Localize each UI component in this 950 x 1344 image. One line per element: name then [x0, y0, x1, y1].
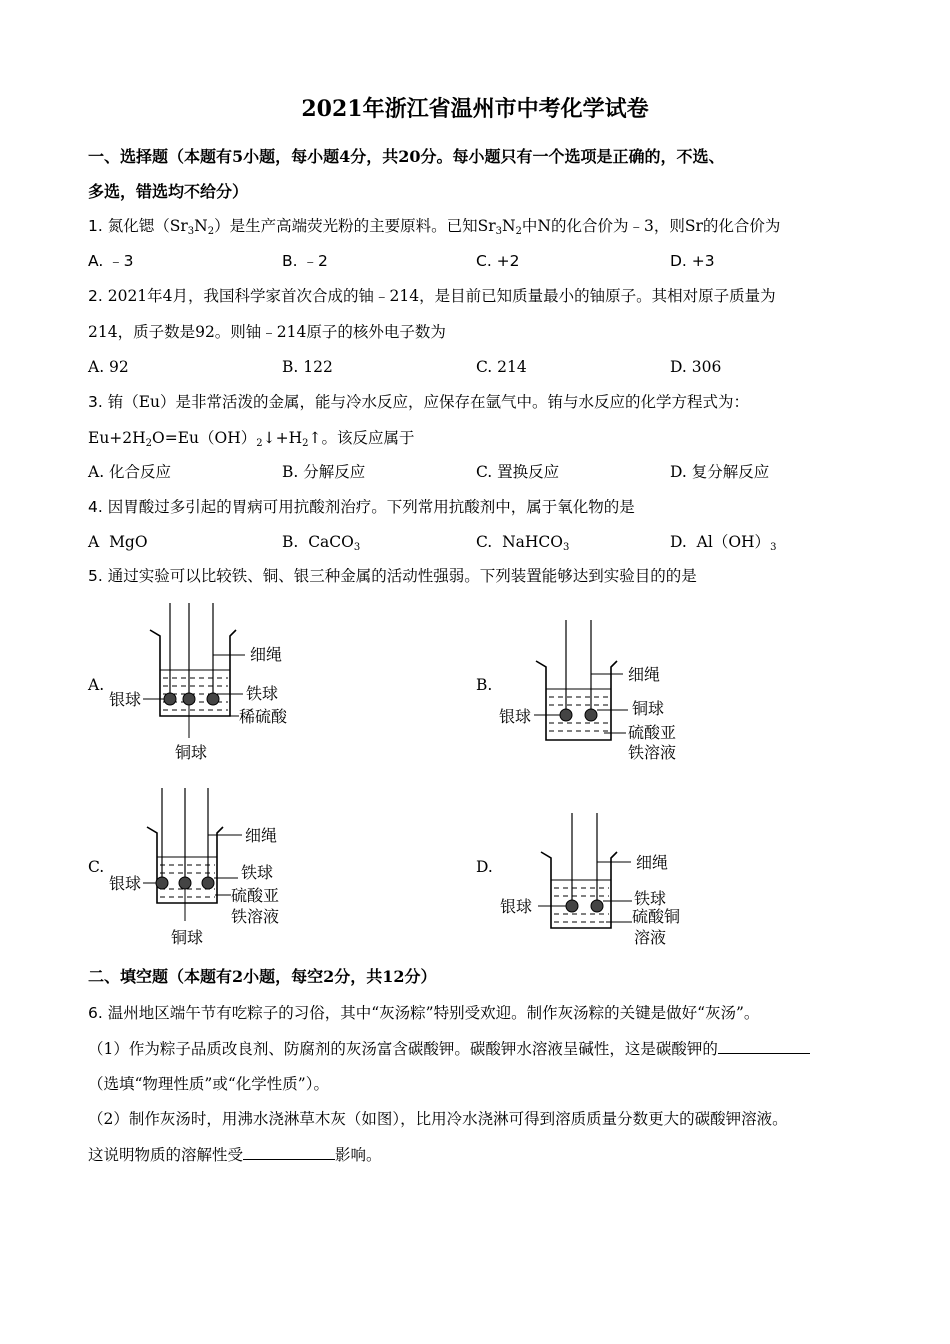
q3-option-a[interactable]: A. 化合反应 [88, 463, 172, 481]
d-iron-label: 铁球 [634, 889, 667, 908]
q5-diagram-a-label[interactable]: A. [88, 676, 105, 694]
d-rope-label: 细绳 [636, 853, 669, 872]
q5-diagram-d-label[interactable]: D. [476, 858, 493, 876]
b-rope-label: 细绳 [628, 665, 661, 684]
a-copper-label: 铜球 [175, 743, 208, 762]
q1-stem: 1. 氮化锶$(Sr_3N_2)$是生产高端荧光粉的主要原料。已知$Sr_3N_2$中N的化合价为﹣3，则Sr的化合价为 [88, 217, 781, 237]
q5-number: 5. [88, 567, 103, 585]
c-copper-label: 铜球 [171, 928, 204, 947]
beaker-b-illustration [496, 615, 696, 770]
b-liquid-label-1: 硫酸亚 [628, 723, 677, 742]
beaker-d-illustration [496, 808, 696, 953]
q1-option-a[interactable]: A. ﹣3 [88, 252, 134, 270]
q1-option-c[interactable]: C. +2 [476, 252, 520, 270]
a-rope-label: 细绳 [250, 645, 283, 664]
q4-option-c[interactable]: C. NaHCO$_3$ [476, 533, 570, 553]
c-iron-label: 铁球 [241, 863, 274, 882]
q5-diagram-c[interactable] [105, 783, 305, 953]
q2-option-c[interactable]: C. 214 [476, 358, 527, 376]
a-silver-label: 银球 [109, 690, 142, 709]
q4-option-b[interactable]: B. CaCO$_3$ [282, 533, 361, 553]
q5-diagram-c-label[interactable]: C. [88, 858, 105, 876]
c-liquid-label-2: 铁溶液 [231, 907, 280, 926]
q2-stem-line2: 214，质子数是92。则铀﹣214原子的核外电子数为 [88, 323, 446, 341]
q1-option-b[interactable]: B. ﹣2 [282, 252, 328, 270]
beaker-c-illustration [105, 783, 305, 953]
q6-blank-2[interactable] [243, 1145, 335, 1160]
q5-diagram-d[interactable] [496, 808, 696, 953]
page-title: 2021年浙江省温州市中考化学试卷 [301, 96, 649, 122]
section1-heading-line1: 一、选择题（本题有5小题，每小题4分，共20分。每小题只有一个选项是正确的，不选、 [88, 147, 725, 166]
c-silver-label: 银球 [109, 874, 142, 893]
beaker-a-illustration [105, 598, 305, 768]
q6-part1-note: （选填“物理性质”或“化学性质”）。 [88, 1075, 329, 1093]
q6-number: 6. [88, 1004, 103, 1022]
q3-option-d[interactable]: D. 复分解反应 [670, 463, 770, 481]
q6-part2-line2: 这说明物质的溶解性受 影响。 [88, 1146, 382, 1164]
q6-blank-1[interactable] [718, 1039, 810, 1054]
q2-number: 2. [88, 287, 103, 305]
q5-stem: 5. 通过实验可以比较铁、铜、银三种金属的活动性强弱。下列装置能够达到实验目的的是 [88, 567, 697, 585]
b-copper-label: 铜球 [632, 699, 665, 718]
d-liquid-label-2: 溶液 [634, 928, 667, 947]
q6-part1: （1）作为粽子品质改良剂、防腐剂的灰汤富含碳酸钾。碳酸钾水溶液呈碱性，这是碳酸钾的 [88, 1039, 810, 1059]
q2-option-a[interactable]: A. 92 [88, 358, 129, 376]
b-liquid-label-2: 铁溶液 [628, 743, 677, 762]
q5-diagram-a[interactable] [105, 598, 305, 768]
q4-option-d[interactable]: D. $Al(OH)_3$ [670, 533, 777, 553]
a-liquid-label: 稀硫酸 [239, 707, 288, 726]
q3-number: 3. [88, 393, 103, 411]
q2-option-d[interactable]: D. 306 [670, 358, 722, 376]
q5-diagram-b[interactable] [496, 615, 696, 770]
q2-option-b[interactable]: B. 122 [282, 358, 333, 376]
a-iron-label: 铁球 [246, 684, 279, 703]
b-silver-label: 银球 [499, 707, 532, 726]
d-liquid-label-1: 硫酸铜 [632, 907, 681, 926]
c-liquid-label-1: 硫酸亚 [231, 886, 280, 905]
q6-stem: 6. 温州地区端午节有吃粽子的习俗，其中“灰汤粽”特别受欢迎。制作灰汤粽的关键是做好“灰汤”。 [88, 1004, 760, 1022]
q4-option-a[interactable]: A MgO [88, 533, 148, 551]
q3-stem-line1: 3. 铕（Eu）是非常活泼的金属，能与冷水反应，应保存在氩气中。铕与水反应的化学方程式为： [88, 393, 750, 411]
q3-equation: $Eu+2H_2O=Eu(OH)_2↓+H_2↑$。该反应属于 [88, 429, 415, 449]
section2-heading: 二、填空题（本题有2小题，每空2分，共12分） [88, 967, 437, 986]
q6-part2: （2）制作灰汤时，用沸水浇淋草木灰（如图），比用冷水浇淋可得到溶质质量分数更大的碳酸钾溶液。 [88, 1110, 788, 1128]
q4-number: 4. [88, 498, 103, 516]
q5-diagram-b-label[interactable]: B. [476, 676, 493, 694]
section1-heading-line2: 多选，错选均不给分） [88, 182, 249, 201]
c-rope-label: 细绳 [245, 826, 278, 845]
q2-stem-line1: 2. 2021年4月，我国科学家首次合成的铀﹣214，是目前已知质量最小的铀原子。其相对原子质量为 [88, 287, 776, 305]
q3-option-c[interactable]: C. 置换反应 [476, 463, 560, 481]
q1-option-d[interactable]: D. +3 [670, 252, 715, 270]
q4-stem: 4. 因胃酸过多引起的胃病可用抗酸剂治疗。下列常用抗酸剂中，属于氧化物的是 [88, 498, 635, 516]
q1-number: 1. [88, 217, 103, 235]
d-silver-label: 银球 [500, 897, 533, 916]
q3-option-b[interactable]: B. 分解反应 [282, 463, 366, 481]
